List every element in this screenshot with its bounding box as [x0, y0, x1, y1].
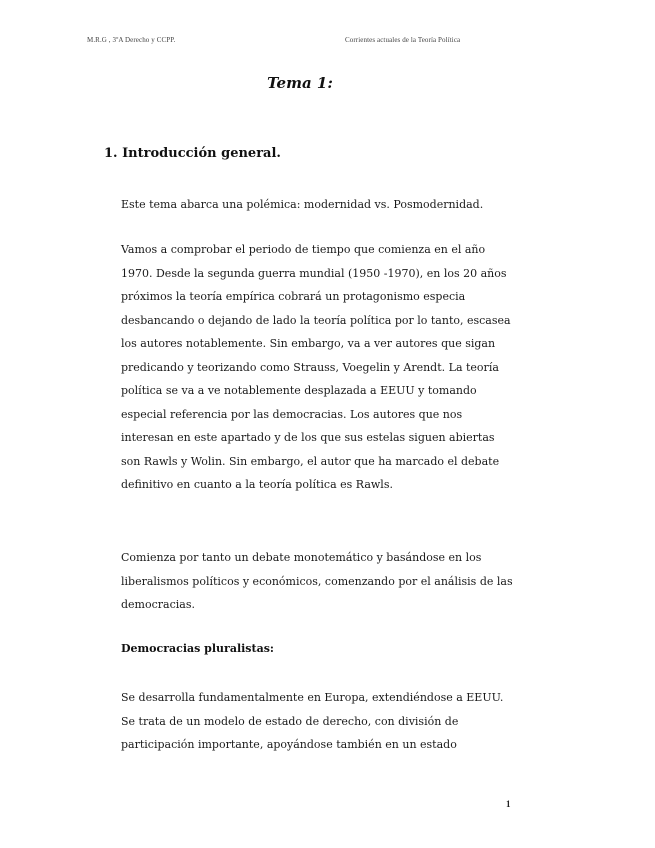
paragraph-pluralistas: Se desarrolla fundamentalmente en Europa, extendiéndose a EEUU. Se trata de un modelo de estado de derecho, con división de participación importante, apoyándose también en un estado: [121, 691, 504, 751]
header-left: M.R.G , 3ºA Derecho y CCPP.: [87, 36, 176, 44]
section-heading: 1. Introducción general.: [104, 146, 281, 161]
page-number: 1: [506, 799, 511, 809]
subheading-democracias: Democracias pluralistas:: [121, 642, 274, 655]
page-title: Tema 1:: [267, 74, 333, 92]
paragraph-period: Vamos a comprobar el periodo de tiempo que comienza en el año 1970. Desde la segunda guerra mundial (1950 -1970), en los 20 años próximos la teoría empírica cobrará un protagonismo especia desbancando o dejando de lado la teoría política por lo tanto, escasea los autores notablemente. Sin embargo, va a ver autores que sigan predicando y teorizando como Strauss, Voegelin y Arendt. La teoría política se va a ve notablemente desplazada a EEUU y tomando especial referencia por las democracias. Los autores que nos interesan en este apartado y de los que sus estelas siguen abiertas son Rawls y Wolin. Sin embargo, el autor que ha marcado el debate definitivo en cuanto a la teoría política es Rawls.: [121, 243, 511, 491]
header-right: Corrientes actuales de la Teoría Política: [345, 36, 461, 44]
paragraph-intro: Este tema abarca una polémica: modernidad vs. Posmodernidad.: [121, 198, 484, 211]
paragraph-debate: Comienza por tanto un debate monotemático y basándose en los liberalismos políticos y económicos, comenzando por el análisis de las democracias.: [121, 551, 513, 611]
